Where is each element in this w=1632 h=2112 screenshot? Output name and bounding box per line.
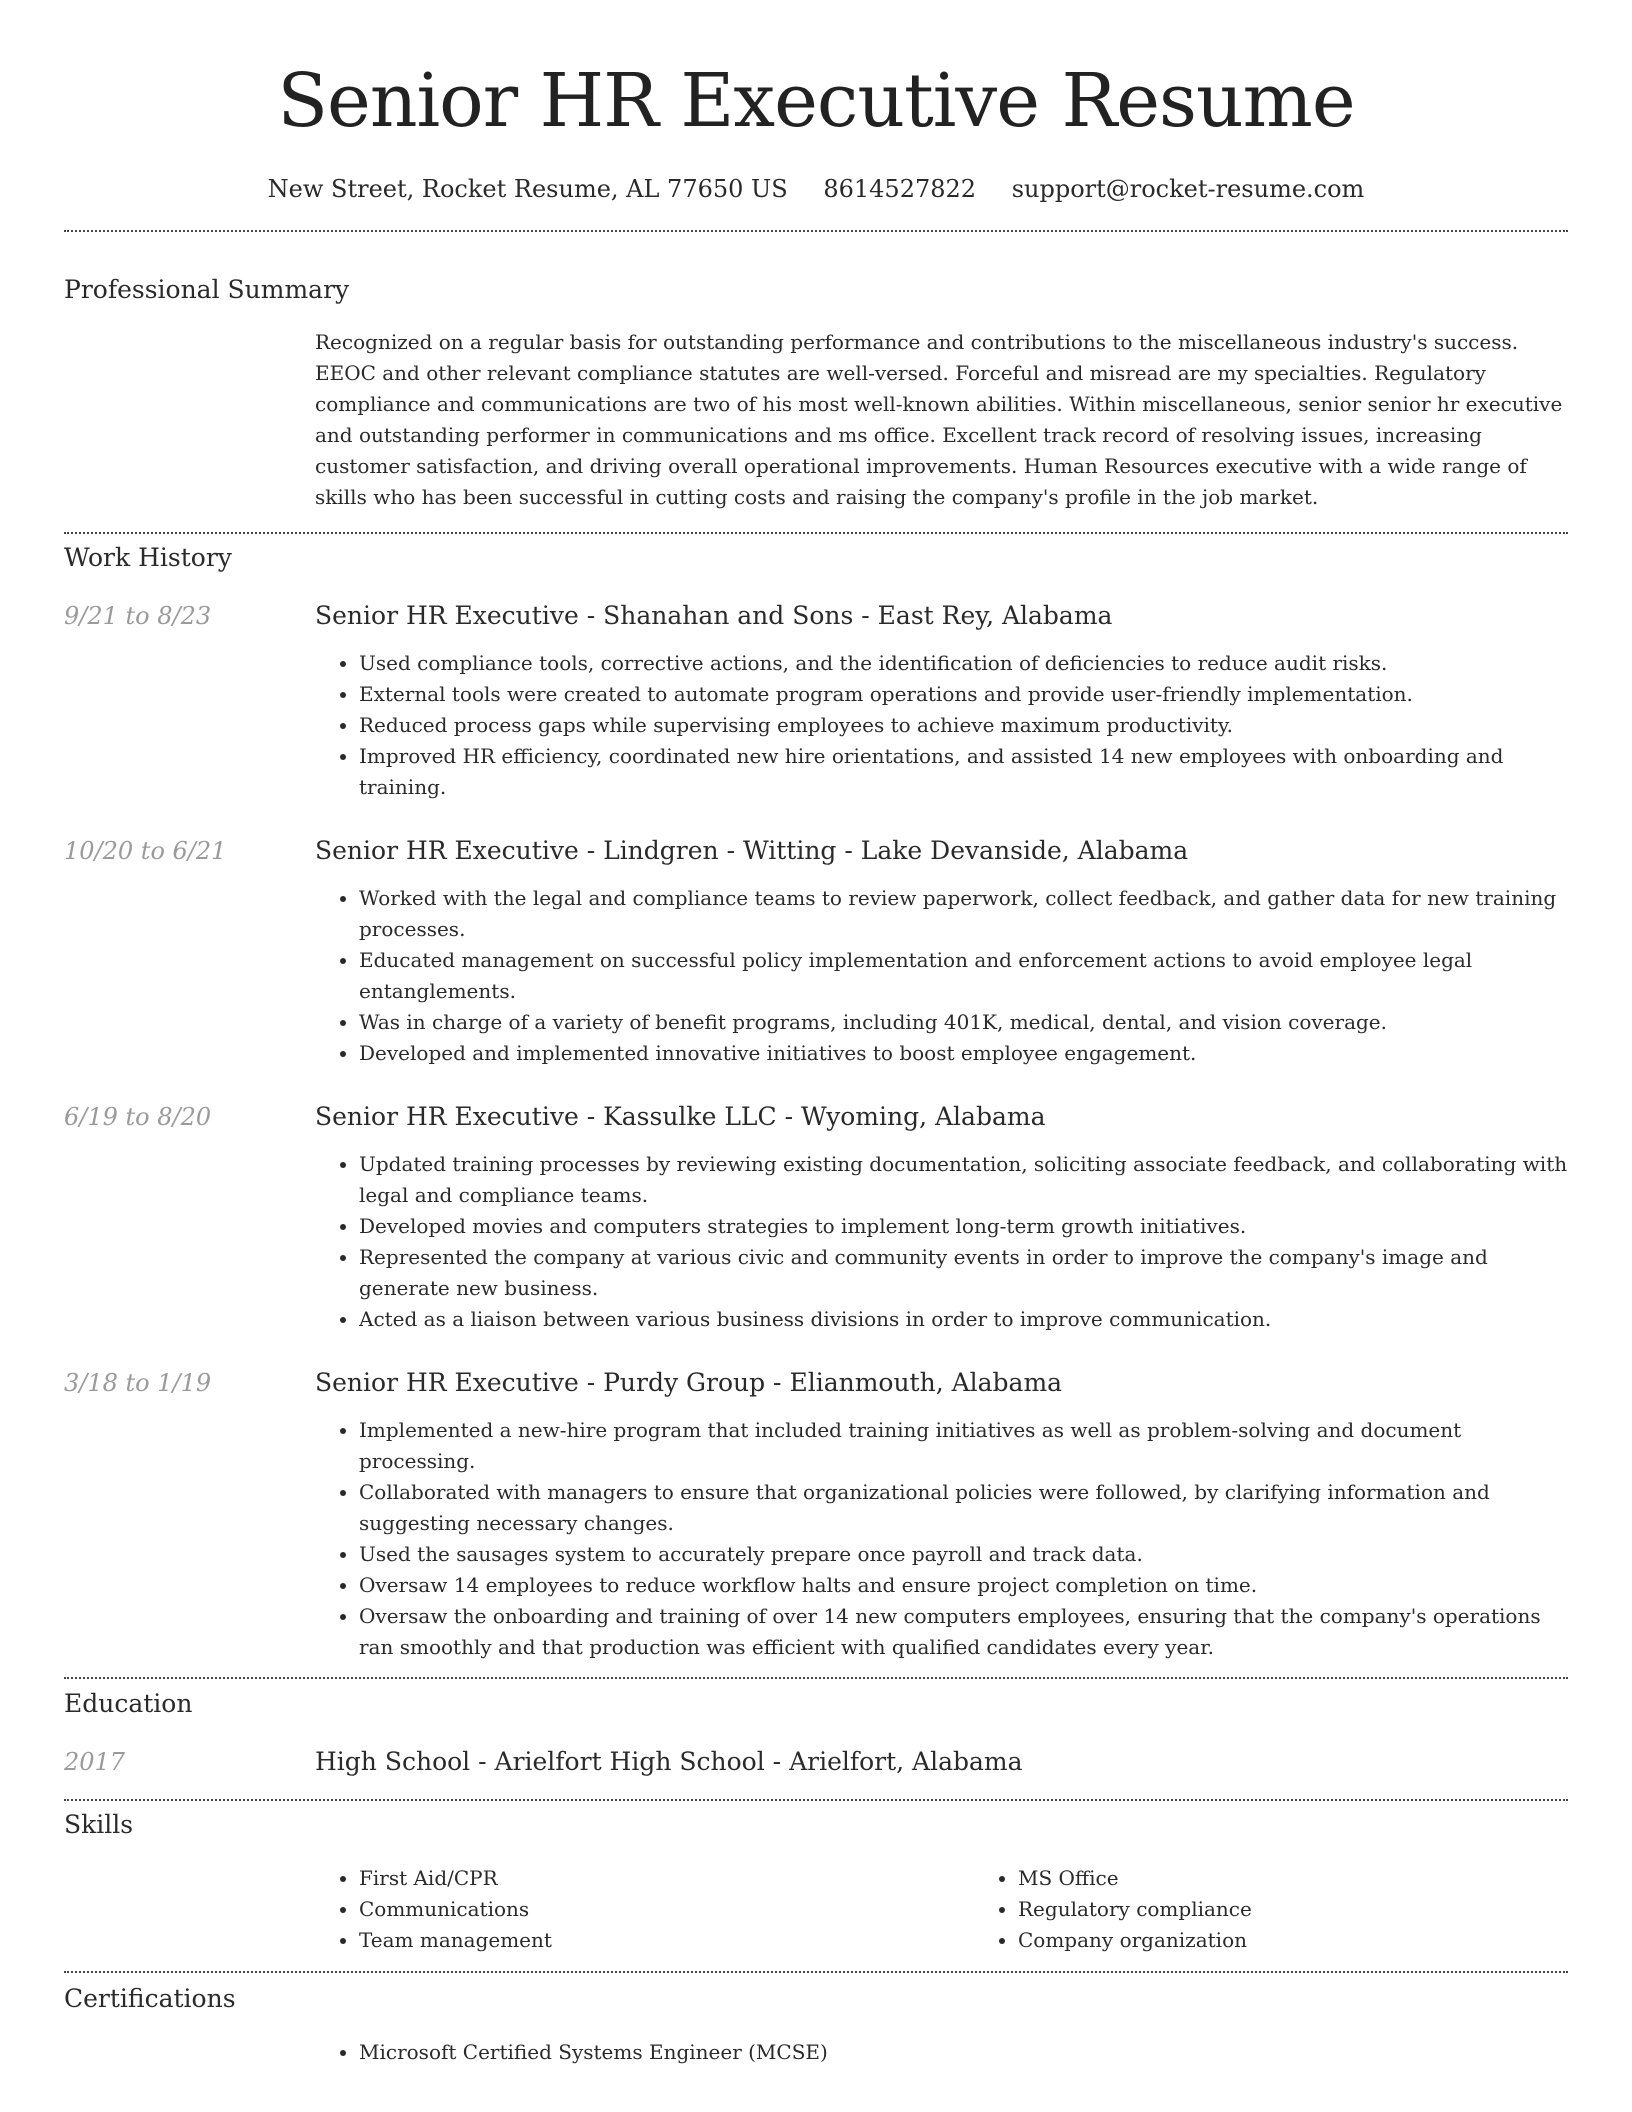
summary-body (315, 327, 1568, 513)
contact-line (64, 174, 1568, 204)
section-divider (64, 1971, 1568, 1973)
job-bullet: • Represented the company at various civic and community events in order to improve the company's image and generate new business. (359, 1242, 1568, 1304)
job-bullet: • Improved HR efficiency, coordinated new hire orientations, and assisted 14 new employees with onboarding and training. (359, 741, 1568, 803)
section-divider (64, 1799, 1568, 1801)
job-bullets (315, 1415, 1568, 1663)
job-body (315, 835, 1568, 1069)
job-dates: 6/19 to 8/20 (64, 1103, 212, 1131)
certification-item: • Microsoft Certified Systems Engineer (MCSE) (359, 2037, 1568, 2068)
job-bullets (315, 883, 1568, 1069)
job-bullet: • Worked with the legal and compliance teams to review paperwork, collect feedback, and gather data for new training processes. (359, 883, 1568, 945)
skill-item: • Communications (359, 1894, 974, 1925)
certifications-row (64, 2037, 1568, 2068)
education-entry (64, 1746, 1568, 1778)
job-title: Senior HR Executive - Lindgren - Witting - Lake Devanside, Alabama (315, 836, 1189, 865)
work-history-heading: Work History (64, 543, 232, 572)
contact-address: New Street, Rocket Resume, AL 77650 US (267, 175, 788, 203)
job-bullet: • Developed movies and computers strategies to implement long-term growth initiatives. (359, 1211, 1568, 1242)
certifications-body (315, 2037, 1568, 2068)
skills-list-right (974, 1863, 1632, 1956)
job-entry (64, 1101, 1568, 1335)
skill-item: • First Aid/CPR (359, 1863, 974, 1894)
education-title: High School - Arielfort High School - Arielfort, Alabama (315, 1747, 1023, 1776)
job-bullet: • Developed and implemented innovative initiatives to boost employee engagement. (359, 1038, 1568, 1069)
job-bullet: • Oversaw the onboarding and training of over 14 new computers employees, ensuring that the company's operations ran smoothly and that production was efficient with qualified candidates every year. (359, 1601, 1568, 1663)
contact-phone: 8614527822 (823, 175, 977, 203)
job-dates: 9/21 to 8/23 (64, 602, 212, 630)
job-bullets (315, 648, 1568, 803)
certifications-spacer (64, 2037, 315, 2068)
certifications-list (315, 2037, 1568, 2068)
job-dates: 3/18 to 1/19 (64, 1369, 212, 1397)
education-heading: Education (64, 1689, 193, 1718)
job-bullet: • Used the sausages system to accurately prepare once payroll and track data. (359, 1539, 1568, 1570)
certifications-heading: Certifications (64, 1984, 236, 2013)
skill-item: • Regulatory compliance (1018, 1894, 1632, 1925)
job-title: Senior HR Executive - Shanahan and Sons - East Rey, Alabama (315, 601, 1113, 630)
job-dates: 10/20 to 6/21 (64, 837, 227, 865)
summary-heading: Professional Summary (64, 275, 350, 304)
section-divider (64, 532, 1568, 534)
job-bullet: • Used compliance tools, corrective actions, and the identification of deficiencies to reduce audit risks. (359, 648, 1568, 679)
job-entry (64, 1367, 1568, 1663)
skill-item: • Company organization (1018, 1925, 1632, 1956)
section-divider (64, 1677, 1568, 1679)
job-bullet: • Updated training processes by reviewing existing documentation, soliciting associate feedback, and collaborating with legal and compliance teams. (359, 1149, 1568, 1211)
job-body (315, 600, 1568, 803)
job-bullet: • Was in charge of a variety of benefit programs, including 401K, medical, dental, and vision coverage. (359, 1007, 1568, 1038)
job-bullet: • Implemented a new-hire program that included training initiatives as well as problem-solving and document processing. (359, 1415, 1568, 1477)
job-entry (64, 835, 1568, 1069)
job-bullets (315, 1149, 1568, 1335)
skills-heading: Skills (64, 1810, 134, 1839)
job-body (315, 1367, 1568, 1663)
summary-row (64, 327, 1568, 513)
skills-row (64, 1863, 1568, 1956)
job-title: Senior HR Executive - Purdy Group - Elianmouth, Alabama (315, 1368, 1063, 1397)
job-body (315, 1101, 1568, 1335)
skills-list-left (315, 1863, 974, 1956)
summary-text: Recognized on a regular basis for outstanding performance and contributions to the miscellaneous industry's success. EEOC and other relevant compliance statutes are well-versed. Forceful and misread are my specialties. Regulatory compliance and communications are two of his most well-known abilities. Within miscellaneous, senior senior hr executive and outstanding performer in communications and ms office. Excellent track record of resolving issues, increasing customer satisfaction, and driving overall operational improvements. Human Resources executive with a wide range of skills who has been successful in cutting costs and raising the company's profile in the job market. (315, 330, 1563, 509)
job-bullet: • Educated management on successful policy implementation and enforcement actions to avoid employee legal entanglements. (359, 945, 1568, 1007)
job-bullet: • External tools were created to automate program operations and provide user-friendly implementation. (359, 679, 1568, 710)
education-year: 2017 (64, 1748, 126, 1776)
summary-spacer (64, 327, 315, 513)
job-entry (64, 600, 1568, 803)
education-body (315, 1746, 1568, 1778)
section-divider (64, 230, 1568, 232)
resume-page (64, 0, 1568, 2068)
job-title: Senior HR Executive - Kassulke LLC - Wyoming, Alabama (315, 1102, 1046, 1131)
contact-email: support@rocket-resume.com (1011, 175, 1365, 203)
job-bullet: • Acted as a liaison between various business divisions in order to improve communication. (359, 1304, 1568, 1335)
skills-grid (315, 1863, 1568, 1956)
resume-title: Senior HR Executive Resume (277, 58, 1355, 144)
skills-spacer (64, 1863, 315, 1956)
skill-item: • Team management (359, 1925, 974, 1956)
job-bullet: • Collaborated with managers to ensure that organizational policies were followed, by clarifying information and suggesting necessary changes. (359, 1477, 1568, 1539)
job-bullet: • Reduced process gaps while supervising employees to achieve maximum productivity. (359, 710, 1568, 741)
job-bullet: • Oversaw 14 employees to reduce workflow halts and ensure project completion on time. (359, 1570, 1568, 1601)
skill-item: • MS Office (1018, 1863, 1632, 1894)
